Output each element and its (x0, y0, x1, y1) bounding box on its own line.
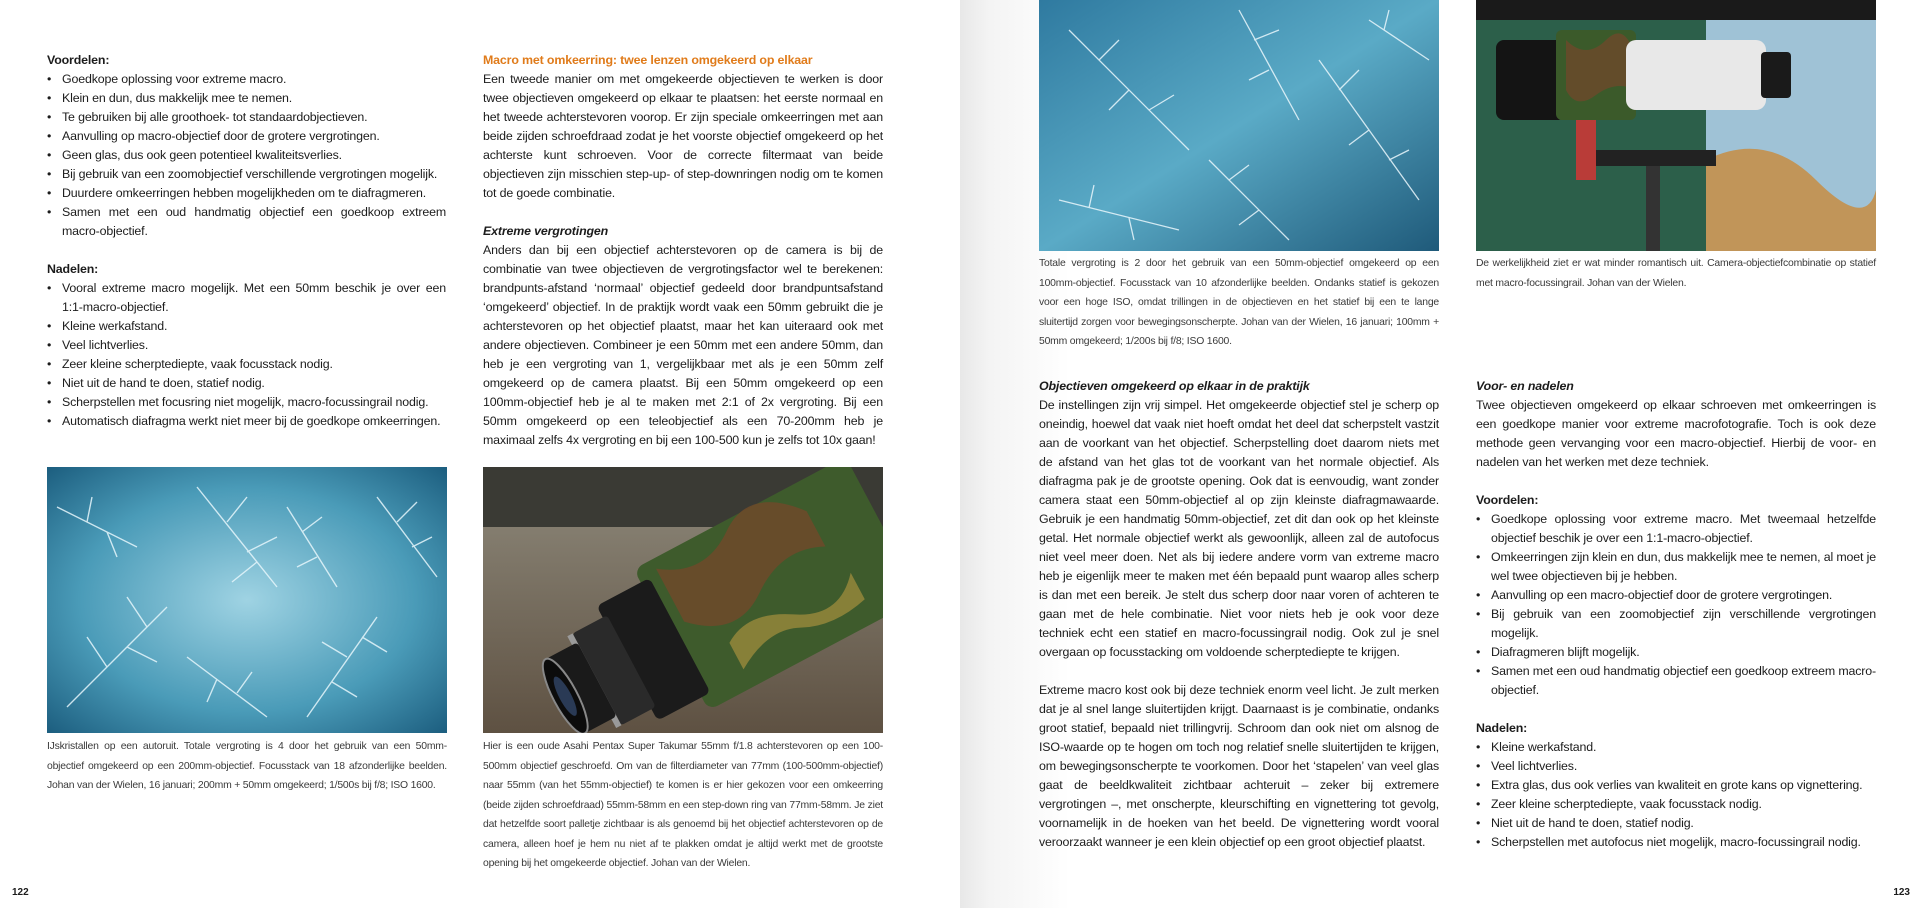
voordelen-list (1476, 510, 1876, 700)
right-column-1 (1039, 377, 1439, 852)
bullet-item: • Goedkope oplossing voor extreme macro. (47, 70, 446, 89)
left-column-2 (483, 51, 883, 450)
photo-caption-ice-crystals: IJskristallen op een autoruit. Totale vergroting is 4 door het gebruik van een 50mm-objectief omgekeerd op een 200mm-objectief. Focusstack van 18 afzonderlijke beelden. Johan van der Wielen, 16 januari; 200mm + 50mm omgekeerd; 1/500s bij f/8; ISO 1600. (47, 741, 447, 791)
body-paragraph: De instellingen zijn vrij simpel. Het omgekeerde objectief stel je scherp op oneindig, hoewel dat vaak niet hoeft omdat het deel dat scherpstelt vastzit aan de voorkant van het objectief. Scherpstelling doet daarom niets met de afstand van het glas tot de voorkant van het normale objectief. Als diafragma pak je de grootste opening. Ook dat is eenvoudig, want zonder camera staat een 50mm-objectief al op zijn kleinste diafragmawaarde. Gebruik je een handmatig 50mm-objectief, zet dit dan ook op het kleinste getal. Het normale objectief werkt als gewoonlijk, alleen zal de autofocus niet veel meer doen. Net als bij iedere andere vorm van extreme macro heb je eigenlijk meer te maken met één bepaald punt waarop alles scherp is dan met een bereik. Je stelt dus scherp door naar voren of achteren te gaan met de hele combinatie. Niet voor niets heb je ook voor deze techniek echt een statief en macro-focussingrail nodig. Ook zul je snel overgaan op focusstacking om voldoende scherptediepte te krijgen. (1039, 398, 1439, 659)
voordelen-heading: Voordelen: (1476, 493, 1539, 507)
body-paragraph: Extreme macro kost ook bij deze techniek enorm veel licht. Je zult merken dat je al snel lange sluitertijden krijgt. Daarnaast is je combinatie, ondanks groot statief, bepaald niet trillingvrij. Schroom dan ook niet om alsnog de ISO-waarde op te hogen om toch nog relatief snelle sluitertijden te krijgen, om bewegingsonscherpte te voorkomen. Door het ‘stapelen’ van veel glas gaat de beeldkwaliteit zichtbaar achteruit – zeker bij extremere vergrotingen –, met onscherpte, kleurschifting en vignettering tot gevolg, voornamelijk in de hoeken van het beeld. De vignettering wordt vooral veroorzaakt wanneer je een klein objectief op een groot objectief plaatst. (1039, 683, 1439, 849)
bullet-item: • Te gebruiken bij alle groothoek- tot standaardobjectieven. (47, 108, 446, 127)
bullet-item: • Veel lichtverlies. (47, 336, 446, 355)
bullet-item: • Geen glas, dus ook geen potentieel kwaliteitsverlies. (47, 146, 446, 165)
page-number: 122 (12, 887, 29, 898)
bullet-item: • Kleine werkafstand. (47, 317, 446, 336)
bullet-item: • Aanvulling op een macro-objectief door de grotere vergrotingen. (1476, 586, 1876, 605)
bullet-item: • Scherpstellen met autofocus niet mogelijk, macro-focussingrail nodig. (1476, 833, 1876, 852)
bullet-item: • Niet uit de hand te doen, statief nodig. (47, 374, 446, 393)
bullet-item: • Samen met een oud handmatig objectief een goedkoop extreem macro-objectief. (47, 203, 446, 241)
bullet-item: • Kleine werkafstand. (1476, 738, 1876, 757)
bullet-item: • Duurdere omkeerringen hebben mogelijkheden om te diafragmeren. (47, 184, 446, 203)
bullet-item: • Automatisch diafragma werkt niet meer bij de goedkope omkeerringen. (47, 412, 446, 431)
body-paragraph: Anders dan bij een objectief achterstevoren op de camera is bij de combinatie van twee objectieven de vergrotingsfactor wel te berekenen: brandpunts-afstand ‘normaal’ objectief gedeeld door brandpuntsafstand ‘omgekeerd’ objectief. In de praktijk wordt vaak een 50mm gebruikt die je achterstevoren op het objectief plaatst, maar het kan uiteraard ook met andere objectieven. Combineer je een 50mm met een andere 50mm, dan heb je een vergroting van 1, vergelijkbaar met als je een 50mm zelf omgekeerd op de camera plaatst. Bij een 50mm omgekeerd op een 100mm-objectief heb je al te maken met 2:1 of 2x vergroting. Bij een 50mm omgekeerd op een teleobjectief als een 70-200mm heb je maximaal zelfs 4x vergroting en bij een 100-500 kun je zelfs tot 10x gaan! (483, 243, 883, 447)
bullet-item: • Extra glas, dus ook verlies van kwaliteit en grote kans op vignettering. (1476, 776, 1876, 795)
bullet-item: • Zeer kleine scherptediepte, vaak focusstack nodig. (47, 355, 446, 374)
camera-setup-photo (1476, 0, 1876, 251)
subheading-extreme-vergrotingen: Extreme vergrotingen (483, 224, 609, 238)
bullet-item: • Vooral extreme macro mogelijk. Met een 50mm beschik je over een 1:1-macro-objectief. (47, 279, 446, 317)
bullet-item: • Bij gebruik van een zoomobjectief verschillende vergrotingen mogelijk. (47, 165, 446, 184)
nadelen-list (1476, 738, 1876, 852)
page-number: 123 (1893, 887, 1910, 898)
bullet-item: • Klein en dun, dus makkelijk mee te nemen. (47, 89, 446, 108)
bullet-item: • Goedkope oplossing voor extreme macro. Met tweemaal hetzelfde objectief beschik je over een 1:1-macro-objectief. (1476, 510, 1876, 548)
bullet-item: • Scherpstellen met focusring niet mogelijk, macro-focussingrail nodig. (47, 393, 446, 412)
left-column-1 (47, 51, 446, 431)
right-column-2 (1476, 377, 1876, 852)
reversed-lens-photo (483, 467, 883, 733)
right-page (960, 0, 1920, 908)
bullet-item: • Niet uit de hand te doen, statief nodig. (1476, 814, 1876, 833)
bullet-item: • Samen met een oud handmatig objectief een goedkoop extreem macro-objectief. (1476, 662, 1876, 700)
subheading-in-de-praktijk: Objectieven omgekeerd op elkaar in de praktijk (1039, 379, 1310, 393)
bullet-item: • Bij gebruik van een zoomobjectief zijn verschillende vergrotingen mogelijk. (1476, 605, 1876, 643)
voordelen-list (47, 70, 446, 241)
frost-crystals-photo (1039, 0, 1439, 251)
nadelen-heading: Nadelen: (1476, 721, 1528, 735)
nadelen-heading: Nadelen: (47, 262, 99, 276)
bullet-item: • Zeer kleine scherptediepte, vaak focusstack nodig. (1476, 795, 1876, 814)
subheading-voor-en-nadelen: Voor- en nadelen (1476, 379, 1574, 393)
body-paragraph: Een tweede manier om met omgekeerde objectieven te werken is door twee objectieven omgekeerd op elkaar te plaatsen: het eerste normaal en het tweede achterstevoren voorop. Er zijn speciale omkeerringen met aan beide zijden schroefdraad zodat je het voorste objectief omgekeerd op het achterste kunt schroeven. Voor de correcte filtermaat van beide objectieven zijn misschien step-up- of step-downringen nodig om te komen tot de goede combinatie. (483, 72, 883, 200)
section-heading: Macro met omkeerring: twee lenzen omgekeerd op elkaar (483, 53, 813, 67)
body-paragraph: Twee objectieven omgekeerd op elkaar schroeven met omkeerringen is een goedkope manier voor extreme macrofotografie. Toch is ook deze methode geen vervanging voor een macro-objectief. Hierbij de voor- en nadelen van het werken met deze techniek. (1476, 398, 1876, 469)
photo-caption-camera-setup: De werkelijkheid ziet er wat minder romantisch uit. Camera-objectiefcombinatie op statief met macro-focussingrail. Johan van der Wielen. (1476, 258, 1876, 289)
bullet-item: • Aanvulling op macro-objectief door de grotere vergrotingen. (47, 127, 446, 146)
ice-crystals-photo (47, 467, 447, 733)
bullet-item: • Veel lichtverlies. (1476, 757, 1876, 776)
photo-caption-frost-crystals: Totale vergroting is 2 door het gebruik van een 50mm-objectief omgekeerd op een 100mm-objectief. Focusstack van 10 afzonderlijke beelden. Ondanks statief is gekozen voor een hoge ISO, omdat trillingen in de objectieven en het statief bij een te lange sluitertijd zorgen voor bewegingsonscherpte. Johan van der Wielen, 16 januari; 100mm + 50mm omgekeerd; 1/200s bij f/8; ISO 1600. (1039, 258, 1439, 347)
nadelen-list (47, 279, 446, 431)
bullet-item: • Omkeerringen zijn klein en dun, dus makkelijk mee te nemen, al moet je wel twee objectieven bij je hebben. (1476, 548, 1876, 586)
bullet-item: • Diafragmeren blijft mogelijk. (1476, 643, 1876, 662)
voordelen-heading: Voordelen: (47, 53, 110, 67)
photo-caption-reversed-lens: Hier is een oude Asahi Pentax Super Takumar 55mm f/1.8 achterstevoren op een 100-500mm objectief geschroefd. Om van de filterdiameter van 77mm (100-500mm-objectief) naar 55mm (van het 55mm-objectief) te komen is er hier gekozen voor een omkeerring (beide zijden schroefdraad) 55mm-58mm en een step-down ring van 77mm-58mm. Je ziet dat hetzelfde soort palletje zichtbaar is als genoemd bij het objectief achterstevoren op de camera, alleen hoef je hem nu niet af te plakken omdat je altijd werkt met de grootste opening bij het omgekeerde objectief. Johan van der Wielen. (483, 741, 883, 869)
